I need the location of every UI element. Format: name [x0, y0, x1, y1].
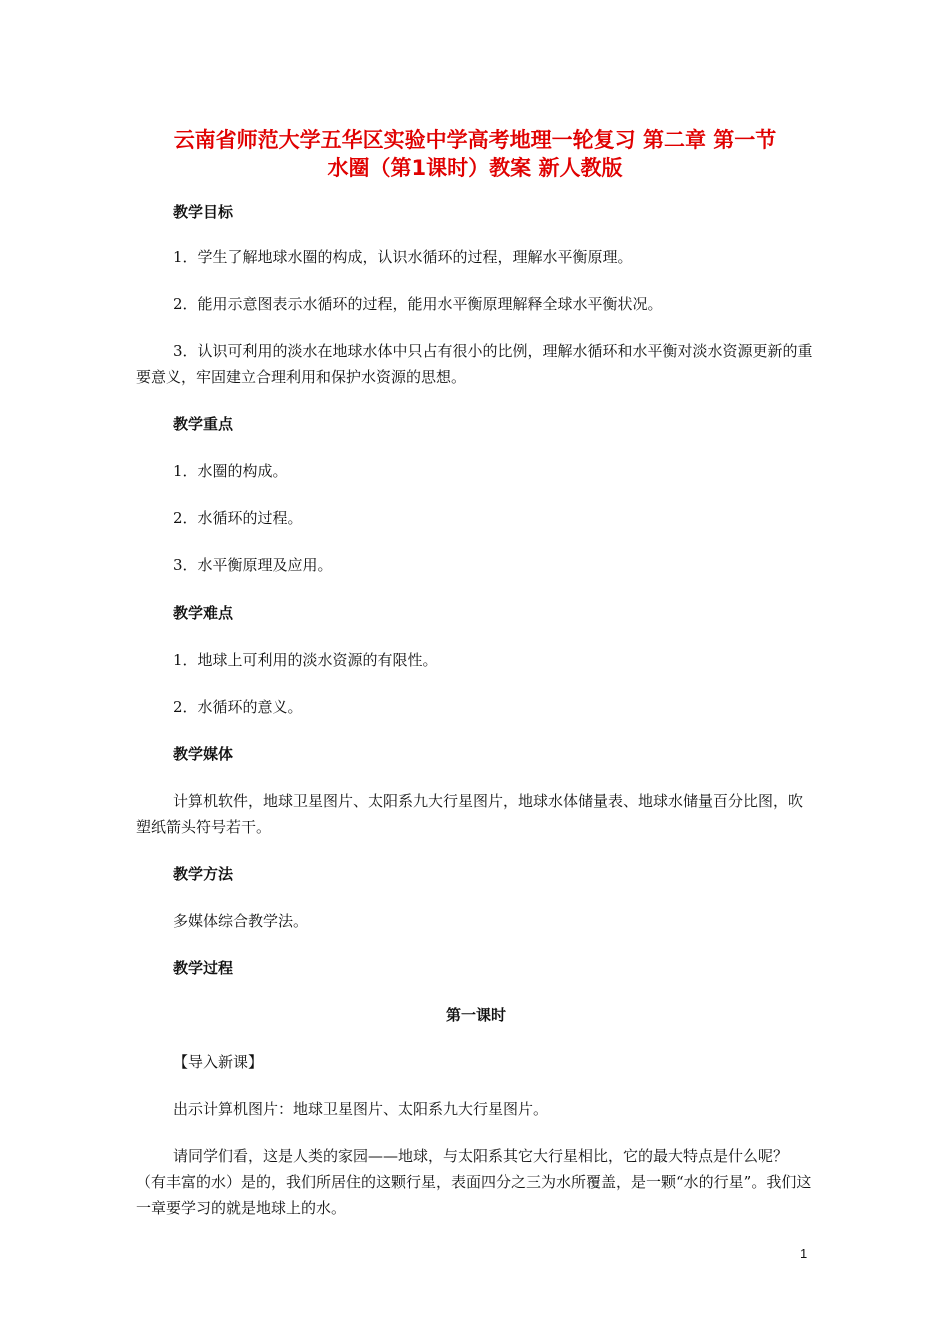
key-points-heading: 教学重点	[173, 415, 234, 433]
show-text: 出示计算机图片：地球卫星图片、太阳系九大行星图片。	[173, 1100, 549, 1118]
intro-label: 【导入新课】	[173, 1053, 264, 1071]
difficulty-item: 2．水循环的意义。	[173, 698, 303, 716]
method-text: 多媒体综合教学法。	[173, 912, 309, 930]
method-heading: 教学方法	[173, 865, 234, 883]
objective-item: 3．认识可利用的淡水在地球水体中只占有很小的比例，理解水循环和水平衡对淡水资源更新的重要意义，牢固建立合理利用和保护水资源的思想。	[136, 342, 813, 386]
key-point-item: 1．水圈的构成。	[173, 462, 288, 480]
talk-text: 请同学们看，这是人类的家园——地球，与太阳系其它大行星相比，它的最大特点是什么呢？（有丰富的水）是的，我们所居住的这颗行星，表面四分之三为水所覆盖，是一颗“水的行星”。我们这一章要学习的就是地球上的水。	[136, 1147, 812, 1217]
document-title-line-1: 云南省师范大学五华区实验中学高考地理一轮复习 第二章 第一节	[173, 128, 777, 152]
objective-item: 2．能用示意图表示水循环的过程，能用水平衡原理解释全球水平衡状况。	[173, 295, 663, 313]
media-text: 计算机软件，地球卫星图片、太阳系九大行星图片，地球水体储量表、地球水储量百分比图，吹塑纸箭头符号若干。	[136, 792, 804, 836]
objectives-heading: 教学目标	[173, 203, 234, 221]
process-heading: 教学过程	[173, 959, 234, 977]
key-point-item: 2．水循环的过程。	[173, 509, 303, 527]
document-title-line-2: 水圈（第1课时）教案 新人教版	[327, 156, 623, 180]
key-point-item: 3．水平衡原理及应用。	[173, 556, 333, 574]
objective-item: 1．学生了解地球水圈的构成，认识水循环的过程，理解水平衡原理。	[173, 248, 633, 266]
media-heading: 教学媒体	[173, 745, 234, 763]
difficulties-heading: 教学难点	[173, 604, 234, 622]
page-number: 1	[800, 1246, 808, 1261]
difficulty-item: 1．地球上可利用的淡水资源的有限性。	[173, 651, 438, 669]
lesson-title: 第一课时	[445, 1006, 506, 1024]
